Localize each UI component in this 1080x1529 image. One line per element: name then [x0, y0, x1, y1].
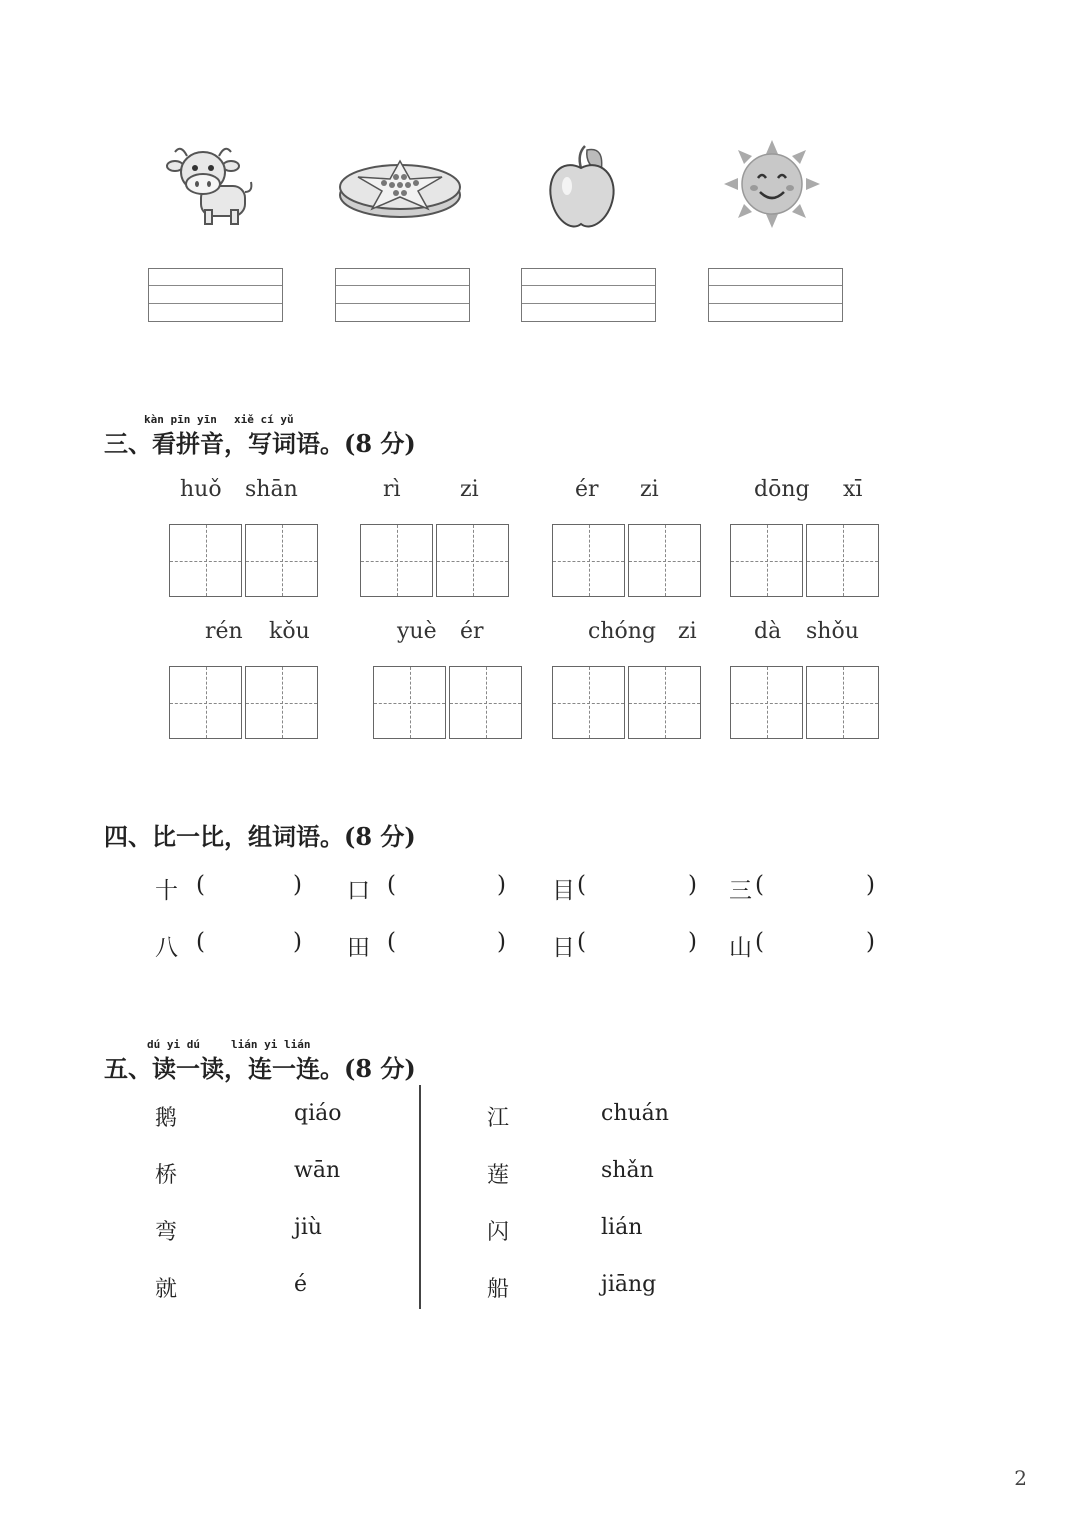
pinyin: ér: [460, 619, 484, 644]
compare-char: 八: [155, 935, 178, 961]
pinyin: ér: [575, 477, 599, 502]
pinyin: dōng: [754, 477, 810, 502]
match-pinyin[interactable]: chuán: [601, 1101, 669, 1126]
tian-grid[interactable]: [360, 524, 433, 597]
tian-grid[interactable]: [552, 666, 625, 739]
section-3-heading: 三、看拼音，写词语。(8 分): [104, 429, 416, 458]
match-pinyin[interactable]: shǎn: [601, 1158, 654, 1183]
writing-box[interactable]: [708, 268, 843, 322]
compare-char: 日: [552, 935, 575, 961]
tian-grid[interactable]: [730, 666, 803, 739]
pinyin: shǒu: [806, 619, 859, 644]
pinyin: shān: [245, 477, 298, 502]
writing-box[interactable]: [335, 268, 470, 322]
open-paren: (: [577, 872, 586, 898]
answer-blank[interactable]: ): [688, 872, 697, 898]
answer-blank[interactable]: ): [866, 872, 875, 898]
compare-char: 田: [347, 935, 370, 961]
compare-char: 目: [552, 878, 575, 904]
section-5-heading: 五、读一读，连一连。(8 分): [104, 1054, 416, 1083]
pinyin: zi: [640, 477, 659, 502]
heading-ruby: lián yi lián: [231, 1038, 311, 1051]
apple-picture: [545, 140, 619, 232]
match-char[interactable]: 闪: [487, 1220, 510, 1245]
pinyin: dà: [754, 619, 782, 644]
open-paren: (: [196, 929, 205, 955]
tian-grid[interactable]: [245, 524, 318, 597]
compare-char: 三: [729, 878, 752, 904]
match-char[interactable]: 就: [155, 1277, 178, 1302]
answer-blank[interactable]: ): [497, 929, 506, 955]
tian-grid[interactable]: [245, 666, 318, 739]
open-paren: (: [755, 872, 764, 898]
pinyin: rì: [383, 477, 401, 502]
column-divider: [419, 1085, 421, 1309]
writing-box[interactable]: [148, 268, 283, 322]
pinyin: yuè: [397, 619, 437, 644]
pinyin: zi: [460, 477, 479, 502]
tian-grid[interactable]: [552, 524, 625, 597]
match-char[interactable]: 江: [487, 1106, 510, 1131]
answer-blank[interactable]: ): [293, 872, 302, 898]
compare-char: 口: [347, 878, 370, 904]
tian-grid[interactable]: [806, 524, 879, 597]
pinyin: rén: [205, 619, 243, 644]
heading-ruby: xiě cí yǔ: [234, 413, 294, 426]
open-paren: (: [755, 929, 764, 955]
page-number: 2: [1014, 1466, 1027, 1490]
section-4-heading: 四、比一比，组词语。(8 分): [104, 822, 416, 851]
match-pinyin[interactable]: lián: [601, 1215, 643, 1240]
heading-ruby: dú yi dú: [147, 1038, 200, 1051]
cow-picture: [165, 140, 255, 230]
tian-grid[interactable]: [373, 666, 446, 739]
match-char[interactable]: 莲: [487, 1163, 510, 1188]
match-char[interactable]: 鹅: [155, 1106, 178, 1131]
pinyin: zi: [678, 619, 697, 644]
match-pinyin[interactable]: é: [294, 1272, 308, 1297]
tian-grid[interactable]: [628, 524, 701, 597]
tian-grid[interactable]: [806, 666, 879, 739]
writing-box[interactable]: [521, 268, 656, 322]
match-char[interactable]: 船: [487, 1277, 510, 1302]
match-char[interactable]: 桥: [155, 1163, 178, 1188]
open-paren: (: [387, 872, 396, 898]
match-char[interactable]: 弯: [155, 1220, 178, 1245]
match-pinyin[interactable]: wān: [294, 1158, 341, 1183]
pinyin: kǒu: [269, 619, 310, 644]
match-pinyin[interactable]: qiáo: [294, 1101, 342, 1126]
compare-char: 山: [729, 935, 752, 961]
tian-grid[interactable]: [449, 666, 522, 739]
pinyin: huǒ: [180, 477, 222, 502]
answer-blank[interactable]: ): [688, 929, 697, 955]
match-pinyin[interactable]: jiù: [294, 1215, 323, 1240]
match-pinyin[interactable]: jiāng: [601, 1272, 657, 1297]
tian-grid[interactable]: [169, 666, 242, 739]
sun-picture: [722, 138, 822, 230]
answer-blank[interactable]: ): [497, 872, 506, 898]
tian-grid[interactable]: [628, 666, 701, 739]
open-paren: (: [577, 929, 586, 955]
checkers-picture: [338, 155, 462, 221]
tian-grid[interactable]: [169, 524, 242, 597]
heading-ruby: kàn pīn yīn: [144, 413, 217, 426]
open-paren: (: [196, 872, 205, 898]
compare-char: 十: [155, 878, 178, 904]
open-paren: (: [387, 929, 396, 955]
tian-grid[interactable]: [730, 524, 803, 597]
pinyin: chóng: [588, 619, 656, 644]
answer-blank[interactable]: ): [293, 929, 302, 955]
tian-grid[interactable]: [436, 524, 509, 597]
pinyin: xī: [843, 477, 863, 502]
answer-blank[interactable]: ): [866, 929, 875, 955]
